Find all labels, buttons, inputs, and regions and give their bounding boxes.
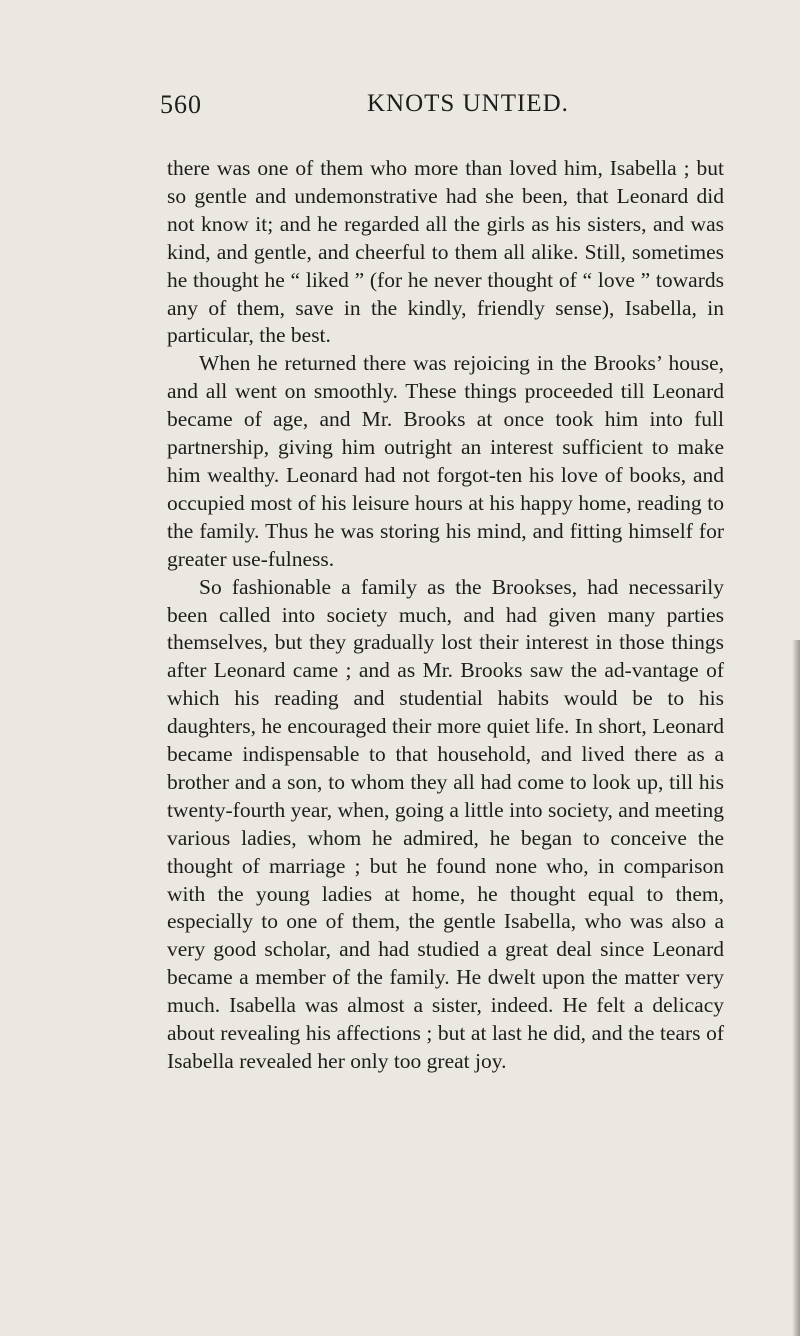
paragraph: When he returned there was rejoicing in the Brooks’ house, and all went on smoothly. These things proceeded till Leonard became of age, and Mr. Brooks at once took him into full partnership, giving him outright an interest sufficient to make him wealthy. Leonard had not forgot-ten his love of books, and occupied most of his leisure hours at his happy home, reading to the family. Thus he was storing his mind, and fitting himself for greater use-fulness.	[167, 351, 724, 571]
paragraph-continued: there was one of them who more than loved him, Isabella ; but so gentle and undemonstrative had she been, that Leonard did not know it; and he regarded all the girls as his sisters, and was kind, and gentle, and cheerful to them all alike. Still, sometimes he thought he “ liked ” (for he never thought of “ love ” towards any of them, save in the kindly, friendly sense), Isabella, in particular, the best.	[167, 156, 724, 348]
running-head	[160, 90, 720, 120]
body-text	[167, 155, 724, 1076]
page-edge-shadow	[792, 640, 800, 1336]
paragraph: So fashionable a family as the Brookses, had necessarily been called into society much, and had given many parties themselves, but they gradually lost their interest in those things after Leonard came ; and as Mr. Brooks saw the ad-vantage of which his reading and studential habits would be to his daughters, he encouraged their more quiet life. In short, Leonard became indispensable to that household, and lived there as a brother and a son, to whom they all had come to look up, till his twenty-fourth year, when, going a little into society, and meeting various ladies, whom he admired, he began to conceive the thought of marriage ; but he found none who, in comparison with the young ladies at home, he thought equal to them, especially to one of them, the gentle Isabella, who was also a very good scholar, and had studied a great deal since Leonard became a member of the family. He dwelt upon the matter very much. Isabella was almost a sister, indeed. He felt a delicacy about revealing his affections ; but at last he did, and the tears of Isabella revealed her only too great joy.	[167, 574, 724, 1073]
book-title: KNOTS UNTIED.	[367, 90, 569, 117]
page-number: 560	[160, 90, 202, 119]
